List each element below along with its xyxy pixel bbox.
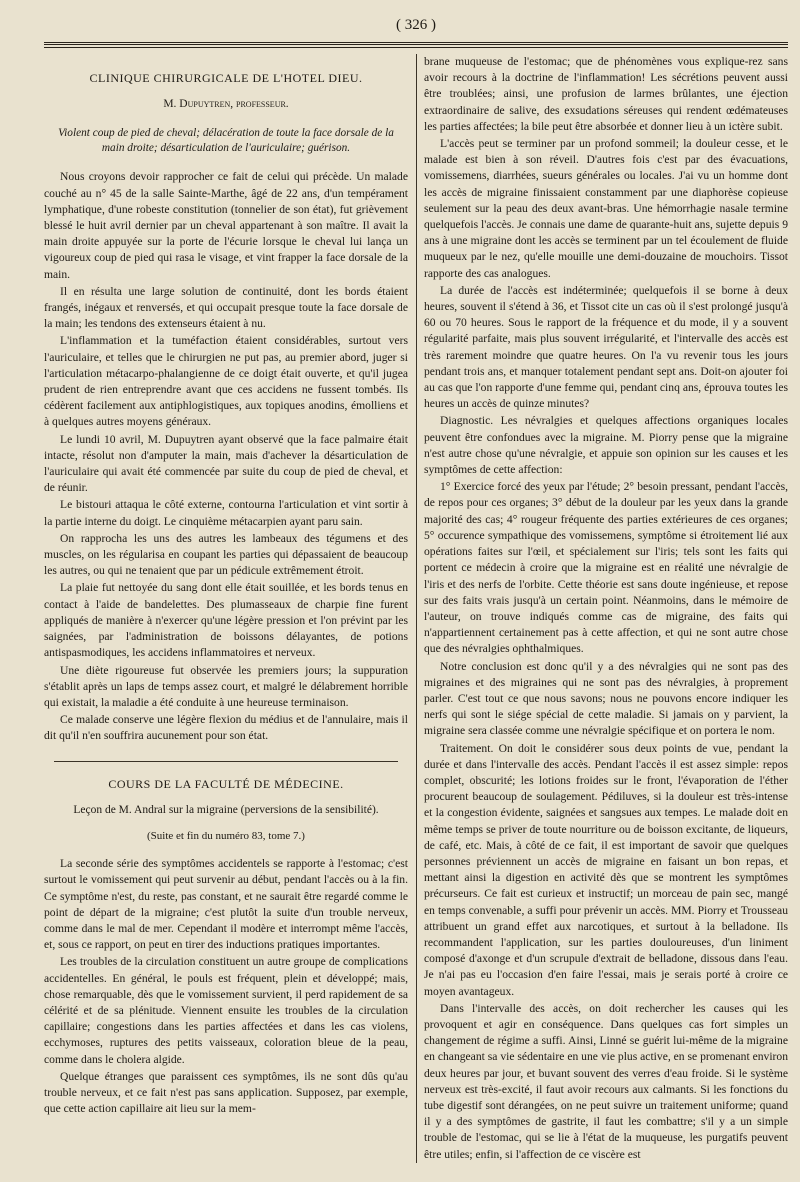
columns — [44, 54, 788, 1163]
paragraph: Diagnostic. Les névralgies et quelques affections organiques locales peuvent être confondues avec la migraine. M. Piorry pense que la migraine n'est autre chose qu'une névralgie, et appuie son opinion sur les causes et les symptômes de cette affection: — [424, 414, 788, 477]
paragraph: Ce malade conserve une légère flexion du médius et de l'annulaire, mais il dit qu'il n'en souffrira aucunement pour son état. — [44, 713, 408, 743]
paragraph: Les troubles de la circulation constituent un autre groupe de complications accidentelles. En général, le pouls est fréquent, plein et développé; mais, chose remarquable, dès que le vomissement survient, il perd rapidement de sa célérité et de sa plénitude. Viennent ensuite les troubles de la circulation capillaire; congestions dans les parties affectées et dans les cas violens, ecchymoses, ruptures des petits vaisseaux, coloration bleue de la peau, comme dans le cholera algide. — [44, 955, 408, 1066]
right-column — [424, 54, 788, 1163]
paragraph: Notre conclusion est donc qu'il y a des névralgies qui ne sont pas des migraines et des migraines qui ne sont pas des névralgies, à proprement parler. C'est tout ce que nous savons; nous ne pouvons encore indiquer les nerfs qui sont le siége spécial de cette maladie. Si jamais on y parvient, la migraine sera classée comme une névralgie spécifique et on portera le nom. — [424, 659, 788, 738]
paragraph: On rapprocha les uns des autres les lambeaux des tégumens et des muscles, on les régularisa en coupant les parties qui dépassaient de beaucoup les autres, ou qui ne tenaient que par un pédicule extrêmement étroit. — [44, 531, 408, 578]
paragraph: Une diète rigoureuse fut observée les premiers jours; la suppuration s'établit après un laps de temps assez court, et malgré le délabrement horrible qui existait, la maladie a été conduite à une heureuse terminaison. — [44, 663, 408, 709]
lecon-heading: Leçon de M. Andral sur la migraine (perversions de la sensibilité). — [73, 803, 379, 816]
left-column — [44, 54, 408, 1163]
paragraph: La seconde série des symptômes accidentels se rapporte à l'estomac; c'est surtout le vomissement qui peut survenir au début, pendant l'accès ou à la fin. Ce symptôme n'est, du reste, pas constant, et ne saurait être regardé comme le point de départ de la migraine; c'est plutôt la suite d'un trouble nerveux, comme dans le mal de mer. Cependant il modère et interrompt même l'accès, et, sous ce rapport, on peut en tirer des inductions pratiques importantes. — [44, 857, 408, 952]
paragraph: La durée de l'accès est indéterminée; quelquefois il se borne à deux heures, souvent il s'étend à 36, et Tissot cite un cas où il s'est prolongé jusqu'à 60 ou 70 heures. Sous le rapport de la fréquence et du mode, il y a souvent régularité parfaite, mais plus souvent irrégularité, et l'intervalle des accès est très rarement moindre que quatre heures. On l'a vu revenir tous les jours pendant trois ans, et manquer totalement pendant sept ans. Doit-on ajouter foi au cas que l'on rapporte d'une femme qui, pendant cinq ans, éprouva toutes les heures un accès de quinze minutes? — [424, 283, 788, 411]
paragraph: Le bistouri attaqua le côté externe, contourna l'articulation et vint sortir à la partie interne du doigt. Le cinquième métacarpien ayant paru sain. — [44, 498, 408, 528]
header-rule — [44, 42, 788, 45]
paragraph: Dans l'intervalle des accès, on doit rechercher les causes qui les provoquent et agir en conséquence. Dans quelques cas fort simples un changement de régime a suffi. Ainsi, Linné se guérit lui-même de la migraine en changeant sa vie sédentaire en une vie plus active, en se promenant environ deux heures par jour, et buvant souvent des verres d'eau froide. Si le système nerveux est très-excité, il faut avoir recours aux calmants. Si les fonctions du tube digestif sont dérangées, on ne peut suivre un traitement uniforme; quand il y a des symptômes de gastrite, il faut les combattre; s'il y a un simple trouble de l'estomac, qui se lie à l'état de la muqueuse, les purgatifs peuvent être utiles; enfin, si l'affection de ce viscère est — [424, 1001, 788, 1161]
paragraph: La plaie fut nettoyée du sang dont elle était souillée, et les bords tenus en contact à l'aide de bandelettes. Des plumasseaux de charpie fine furent appliqués de manière à n'exercer qu'une légère pression et l'on prévint par les saignées, par l'administration de boissons délayantes, de potions antispasmodiques, les accidens inflammatoires et nerveux. — [44, 581, 408, 660]
paragraph: Traitement. On doit le considérer sous deux points de vue, pendant la durée et dans l'intervalle des accès. Pendant l'accès il est assez simple: repos complet, obscurité; les lotions froides sur le front, l'évaporation de l'éther procurent beaucoup de soulagement. Pédiluves, si la douleur est très-intense et la congestion évidente, saignées et sangsues aux tempes. Le malade doit en même temps se priver de toute nourriture ou de boisson excitante, de liqueurs, de café, etc. Mais, à côté de ce fait, il est important de savoir que quelques personnes préviennent un accès de migraine en faisant un bon repas, et mettant ainsi la digestion en activité dès que se montrent les symptômes précurseurs. Ce fait est curieux et instructif; un morceau de pain sec, mangé en temps convenable, a suffi pour prévenir un accès. MM. Piorry et Trousseau attribuent un grand effet aux narcotiques, et surtout à la belladone. Ils recommandent l'application, sur les parties douloureuses, d'un liniment composé d'axonge et d'un scrupule d'extrait de belladone, dissous dans l'eau. Je n'ai pas eu l'occasion d'en faire l'essai, mais je serais porté à croire ce moyen avantageux. — [424, 741, 788, 998]
paragraph: L'inflammation et la tuméfaction étaient considérables, surtout vers l'auriculaire, et telles que le chirurgien ne put pas, au premier abord, juger si l'articulation métacarpo-phalangienne de ce doigt était ouverte, et qu'il jugea prudent de rien entreprendre avant que ces accidens ne fussent tombés. Ils cédèrent facilement aux antiphlogistiques, aux topiques anodins, émolliens et à quelques autres moyens généraux. — [44, 334, 408, 429]
paragraph: L'accès peut se terminer par un profond sommeil; la douleur cesse, et le malade est bien à son réveil. D'autres fois c'est par des évacuations, vomissemens, diarrhées, sueurs générales ou locales. J'ai vu un homme dont les accès de migraine finissaient constamment par une diaphorèse copieuse seulement sur la peau des deux avant-bras. Une hémorrhagie nasale termine quelquefois l'accès. Je connais une dame de quarante-huit ans, sujette depuis 9 ans à une migraine dont les accès se terminent par un tel écoulement de fluide muqueux par le nez, qu'elle mouille une demi-douzaine de mouchoirs. Tissot rapporte des cas analogues. — [424, 137, 788, 280]
paragraph: Le lundi 10 avril, M. Dupuytren ayant observé que la face palmaire était intacte, résolut non d'amputer la main, mais d'achever la désarticulation de l'auriculaire qui avait été commencée par suite du coup de pied de cheval, et de réunir. — [44, 432, 408, 495]
paragraph: brane muqueuse de l'estomac; que de phénomènes vous explique-rez sans avoir recours à la doctrine de l'inflammation! Les sécrétions peuvent aussi être troublées; ainsi, une profusion de larmes brûlantes, une éjection extraordinaire de salive, des exsudations séreuses qui rendent œdémateuses les parties affectées; la bile peut être absorbée et donner lieu à un ictère subit. — [424, 55, 788, 133]
professor-line: M. Dupuytren, professeur. — [163, 98, 289, 111]
page-number: ( 326 ) — [396, 17, 436, 33]
header-rule-thin — [44, 47, 788, 48]
section-title-clinique: CLINIQUE CHIRURGICALE DE L'HOTEL DIEU. — [89, 71, 363, 85]
suite-note: (Suite et fin du numéro 83, tome 7.) — [147, 829, 305, 842]
paragraph: Nous croyons devoir rapprocher ce fait de celui qui précède. Un malade couché au n° 45 de la salle Sainte-Marthe, âgé de 22 ans, d'un tempérament lymphatique, d'une robeste constitution (tonnelier de son état), fut grièvement blessé le huit avril dernier par un cheval appartenant à son maître. Il avait la main droite appuyée sur la porte de l'écurie lorsque le cheval lui lança un vigoureux coup de pied qui rasa le visage, et vint frapper la face dorsale de la main. — [44, 170, 408, 281]
section-title-cours: COURS DE LA FACULTÉ DE MÉDECINE. — [108, 776, 344, 791]
paragraph: Quelque étranges que paraissent ces symptômes, ils ne sont dûs qu'au trouble nerveux, et ce fait n'est pas sans application. Supposez, par exemple, que cette action capillaire ait lieu sur la mem- — [44, 1069, 408, 1116]
case-subtitle: Violent coup de pied de cheval; délacération de toute la face dorsale de la main droite; désarticulation de l'auriculaire; guérison. — [58, 127, 394, 154]
section-separator — [54, 761, 398, 762]
column-divider — [416, 54, 417, 1163]
paragraph: 1° Exercice forcé des yeux par l'étude; 2° besoin pressant, pendant l'accès, de repos pour ces organes; 3° début de la douleur par les yeux dans la grande majorité des cas; 4° rougeur fréquente des parties extérieures de ces organes; 5° occurence sympathique des vomissemens, symptôme si étroitement lié aux opérations faites sur l'œil, et spécialement sur l'iris; tels sont les faits qui portent ce médecin à croire que la migraine est en réalité une névralgie de l'iris et des nerfs de l'orbite. Cette théorie est sans doute ingénieuse, et repose sur des faits vrais jusqu'à un certain point. Néanmoins, dans le mémoire de l'auteur, on trouve indiqués comme cas de migraine, des faits qui n'appartiennent certainement pas à cette affection, et qui ne sont autre chose que des névralgies ophthalmiques. — [424, 480, 788, 656]
paragraph: Il en résulta une large solution de continuité, dont les bords étaient frangés, inégaux et renversés, et qui occupait presque toute la face dorsale de la main; les tendons des extenseurs étaient à nu. — [44, 284, 408, 331]
